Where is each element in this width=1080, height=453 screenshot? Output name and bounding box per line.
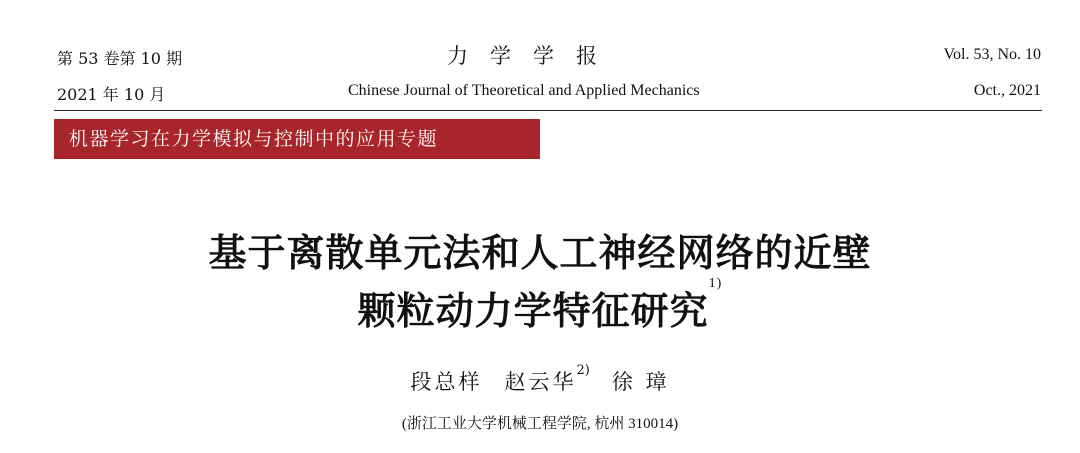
header-rule xyxy=(54,110,1042,111)
title-line-1 xyxy=(0,222,1080,277)
title-line-2 xyxy=(0,276,1080,335)
author-footnote-mark: 2) xyxy=(576,363,590,378)
author-name: 赵云华 xyxy=(504,370,577,394)
issue-date-en: Oct., 2021 xyxy=(973,82,1041,99)
special-topic-banner: 机器学习在力学模拟与控制中的应用专题 xyxy=(54,119,540,159)
journal-name-cn: 力学学报 xyxy=(447,44,619,68)
author-name: 徐 璋 xyxy=(611,370,670,394)
issue-date-cn: 2021 年 10 月 xyxy=(57,85,166,104)
affiliation: (浙江工业大学机械工程学院, 杭州 310014) xyxy=(401,416,679,432)
title-footnote-mark: 1) xyxy=(708,276,723,291)
issue-number: 第 53 卷第 10 期 xyxy=(57,49,183,68)
title-line-2-text: 颗粒动力学特征研究 xyxy=(357,289,709,333)
title-line-1-text: 基于离散单元法和人工神经网络的近壁 xyxy=(208,231,872,275)
author-list xyxy=(0,363,1080,396)
journal-name-en: Chinese Journal of Theoretical and Applied Mechanics xyxy=(348,82,700,99)
author-name: 段总样 xyxy=(410,370,483,394)
volume-number: Vol. 53, No. 10 xyxy=(943,46,1041,63)
